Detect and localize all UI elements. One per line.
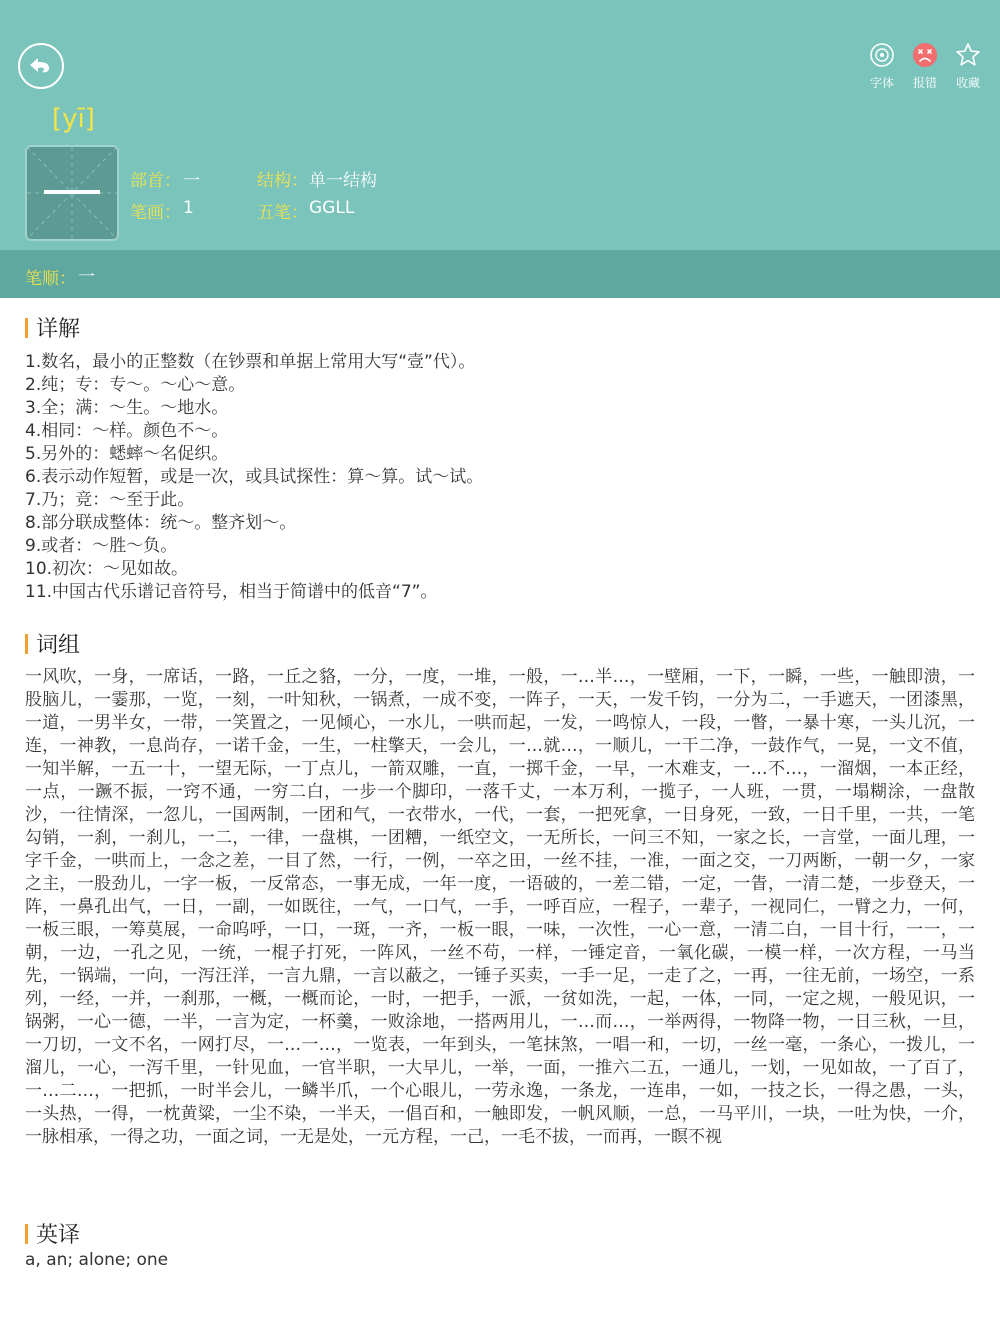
strokes-label: 笔画： <box>130 203 181 223</box>
definition-item: 7.乃；竞：～至于此。 <box>25 490 195 510</box>
definition-item: 8.部分联成整体：统～。整齐划～。 <box>25 513 297 533</box>
definition-item: 1.数名，最小的正整数（在钞票和单据上常用大写“壹”代）。 <box>25 352 476 372</box>
words-section-header <box>25 628 80 659</box>
definition-item: 9.或者：～胜～负。 <box>25 536 178 556</box>
word-list: 一风吹，一身，一席话，一路，一丘之貉，一分，一度，一堆，一般，一…半…，一壁厢，一下，一瞬，一些，一触即溃，一股脑儿，一霎那，一览，一刻，一叶知秋，一锅煮，一成不变，一阵子，一天，一发千钧，一分为二，一手遮天，一团漆黑，一道，一男半女，一带，一笑置之，一见倾心，一水儿，一哄而起，一发，一鸣惊人，一段，一瞥，一暴十寒，一头儿沉，一连，一神教，一息尚存，一诺千金，一生，一柱擎天，一会儿，一…就…，一顺儿，一干二净，一鼓作气，一晃，一文不值，一知半解，一五一十，一望无际，一丁点儿，一箭双雕，一直，一掷千金，一早，一木难支，一…不…，一溜烟，一本正经，一点，一蹶不振，一窍不通，一穷二白，一步一个脚印，一落千丈，一本万利，一揽子，一人班，一贯，一塌糊涂，一盘散沙，一往情深，一忽儿，一国两制，一团和气，一衣带水，一代，一套，一把死拿，一日身死，一致，一日千里，一共，一笔勾销，一刹，一刹儿，一二，一律，一盘棋，一团糟，一纸空文，一无所长，一问三不知，一家之长，一言堂，一面儿理，一字千金，一哄而上，一念之差，一目了然，一行，一例，一卒之田，一丝不挂，一准，一面之交，一刀两断，一朝一夕，一家之主，一股劲儿，一字一板，一反常态，一事无成，一年一度，一语破的，一差二错，一定，一眚，一清二楚，一步登天，一阵，一鼻孔出气，一日，一副，一如既往，一气，一口气，一手，一呼百应，一程子，一辈子，一视同仁，一臂之力，一何，一板三眼，一筹莫展，一命呜呼，一口，一斑，一齐，一板一眼，一味，一次性，一心一意，一清二白，一目十行，一一，一朝，一边，一孔之见，一统，一棍子打死，一阵风，一丝不苟，一样，一锤定音，一氧化碳，一模一样，一次方程，一马当先，一锅端，一向，一泻汪洋，一言九鼎，一言以蔽之，一锤子买卖，一手一足，一走了之，一再，一往无前，一场空，一系列，一经，一并，一刹那，一概，一概而论，一时，一把手，一派，一贫如洗，一起，一体，一同，一定之规，一般见识，一锅粥，一心一德，一半，一言为定，一杯羹，一败涂地，一搭两用儿，一…而…，一举两得，一物降一物，一日三秋，一旦，一刀切，一文不名，一网打尽，一…一…，一览表，一年到头，一笔抹煞，一唱一和，一切，一丝一毫，一条心，一拨儿，一溜儿，一心，一泻千里，一针见血，一官半职，一大早儿，一举，一面，一推六二五，一通儿，一划，一见如故，一了百了，一…二…，一把抓，一时半会儿，一鳞半爪，一个心眼儿，一劳永逸，一条龙，一连串，一如，一技之长，一得之愚，一头，一头热，一得，一枕黄粱，一尘不染，一半天，一倡百和，一触即发，一帆风顺，一总，一马平川，一块，一吐为快，一介，一脉相承，一得之功，一面之词，一无是处，一元方程，一己，一毛不拔，一而再，一瞑不视 <box>25 667 975 1147</box>
star-icon <box>955 42 981 68</box>
radical-label: 部首： <box>130 171 181 191</box>
back-icon <box>27 53 55 79</box>
definition-item: 2.纯；专：专～。～心～意。 <box>25 375 246 395</box>
font-label: 字体 <box>869 76 894 90</box>
section-marker <box>25 1224 28 1244</box>
structure-value: 单一结构 <box>309 171 377 191</box>
font-icon <box>869 42 895 68</box>
section-marker <box>25 634 28 654</box>
stroke-order-bar <box>0 250 1000 298</box>
font-button[interactable] <box>862 42 902 91</box>
definition-item: 4.相同：～样。颜色不～。 <box>25 421 229 441</box>
report-error-button[interactable] <box>905 42 945 91</box>
section-marker <box>25 318 28 338</box>
pinyin: [yī] <box>52 104 95 134</box>
favorite-button[interactable] <box>948 42 988 91</box>
character-header <box>0 0 1000 250</box>
character-glyph-stroke <box>44 190 100 194</box>
definition-list <box>25 351 483 604</box>
english-section-header <box>25 1218 80 1249</box>
definition-item: 3.全；满：～生。～地水。 <box>25 398 229 418</box>
words-title: 词组 <box>36 633 81 658</box>
details-title: 详解 <box>36 317 81 342</box>
back-button[interactable] <box>18 43 64 89</box>
wubi-label: 五笔： <box>257 203 308 223</box>
definition-item: 10.初次：～见如故。 <box>25 559 189 579</box>
strokes-value: 1 <box>183 198 194 218</box>
wubi-value: GGLL <box>309 198 355 218</box>
report-label: 报错 <box>912 76 937 90</box>
radical-value: 一 <box>183 171 200 191</box>
english-translation-text: a, an; alone; one <box>25 1250 169 1270</box>
character-grid <box>27 147 117 239</box>
character-box <box>25 145 119 241</box>
english-translation-preview <box>25 1250 169 1270</box>
stroke-order-value: 一 <box>78 267 95 287</box>
stroke-order-label: 笔顺： <box>25 269 76 289</box>
favorite-label: 收藏 <box>955 76 980 90</box>
english-title: 英译 <box>36 1223 81 1248</box>
definition-item: 6.表示动作短暂，或是一次，或具试探性：算～算。试～试。 <box>25 467 484 487</box>
definition-item: 11.中国古代乐谱记音符号，相当于简谱中的低音“7”。 <box>25 582 438 602</box>
details-section-header <box>25 312 80 343</box>
definition-item: 5.另外的：蟋蟀～名促织。 <box>25 444 229 464</box>
sad-face-icon <box>912 42 938 68</box>
structure-label: 结构： <box>257 171 308 191</box>
